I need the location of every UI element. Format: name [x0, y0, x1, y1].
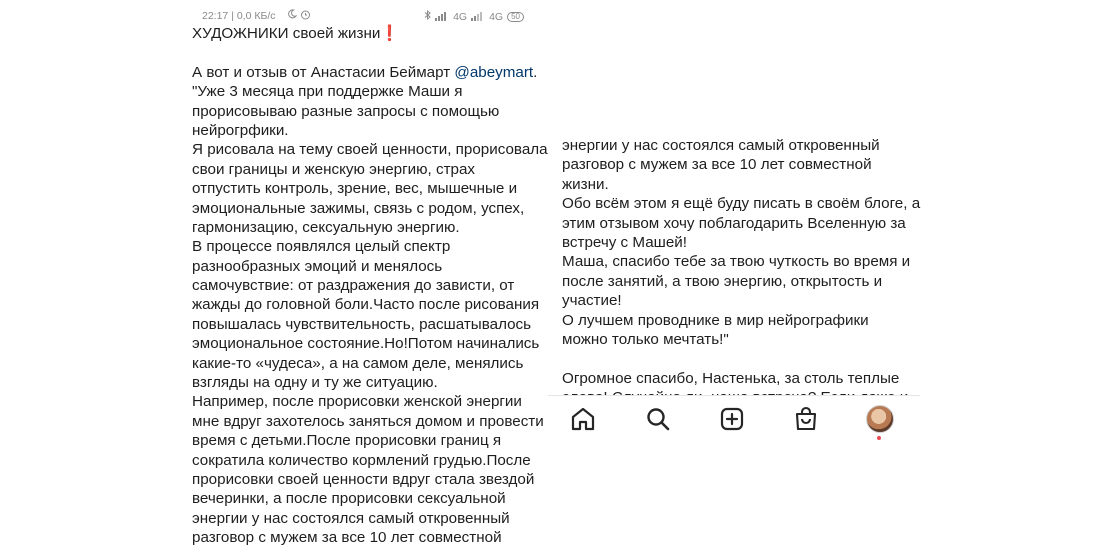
post-text-line: жажды до головной боли.Часто после рисования — [192, 296, 540, 314]
post-text-line: встречу с Машей! — [562, 233, 687, 251]
exclamation-emoji: ❗ — [380, 25, 400, 42]
post-text-line: прорисовки своей ценности вдруг стала звездой — [192, 470, 535, 488]
post-text-line: время с детьми.После прорисовки границ я — [192, 432, 502, 450]
notification-dot — [877, 436, 881, 440]
bottom-navigation — [548, 395, 920, 446]
post-text-line: В процессе появлялся целый спектр — [192, 238, 451, 256]
post-text-line: Обо всём этом я ещё буду писать в своём блоге, а — [562, 195, 921, 213]
profile-tab[interactable] — [866, 405, 894, 441]
post-text-line: самочувствие: от раздражения до зависти, от — [192, 277, 515, 295]
network-type-2: 4G — [489, 10, 504, 23]
home-icon[interactable] — [570, 406, 598, 434]
post-text-line: можно только мечтать!" — [562, 330, 729, 348]
avatar[interactable] — [866, 405, 894, 433]
status-time-speed: 22:17 | 0,0 КБ/с — [202, 10, 276, 22]
post-text-line: эмоциональные зажимы, связь с родом, успех, — [192, 199, 525, 217]
post-text-line: свои границы и женскую энергию, страх — [192, 160, 476, 178]
post-text-line: энергии у нас состоялся самый откровенный — [192, 509, 510, 527]
post-text-line: Например, после прорисовки женской энергии — [192, 393, 522, 411]
post-body-column-2 — [562, 136, 921, 407]
post-text-line: гармонизацию, сексуальную энергию. — [192, 218, 460, 236]
post-text-line: Я рисовала на тему своей ценности, прорисовала — [192, 141, 548, 159]
post-text-line: разнообразных эмоций и менялось — [192, 257, 443, 275]
post-text-line: сократила количество кормлений грудью.После — [192, 451, 531, 469]
mention-link[interactable]: @abeymart — [454, 63, 534, 81]
post-text-line: участие! — [562, 292, 622, 310]
post-text-line: прорисовываю разные запросы с помощью — [192, 102, 500, 120]
status-indicators — [424, 10, 524, 23]
post-text-line: разговор с мужем за все 10 лет совместной — [192, 529, 502, 547]
post-text-line: вечеринки, а после прорисовки сексуальной — [192, 490, 506, 508]
post-text-line: мне вдруг захотелось заняться домом и провести — [192, 412, 544, 430]
post-text-line: эмоциональное состояние.Но!Потом начинались — [192, 335, 540, 353]
bluetooth-icon — [424, 10, 431, 23]
moon-icon — [287, 9, 297, 22]
post-text-line: О лучшем проводнике в мир нейрографики — [562, 311, 869, 329]
post-text-line: после занятий, а твою энергию, открытость и — [562, 272, 883, 290]
spacer — [192, 43, 537, 62]
post-text-line: Маша, спасибо тебе за твою чуткость во время и — [562, 253, 911, 271]
post-text-line: взгляды на одну и ту же ситуацию. — [192, 374, 438, 392]
alarm-icon — [300, 9, 311, 23]
search-icon[interactable] — [645, 406, 673, 434]
network-type-1: 4G — [453, 10, 468, 23]
post-body-column-1 — [192, 82, 548, 547]
post-intro: А вот и отзыв от Анастасии Беймарт @abeymart. — [192, 63, 538, 81]
battery-icon: 50 — [507, 12, 524, 22]
status-bar — [182, 8, 532, 24]
post-text-line: жизни. — [562, 175, 609, 193]
post-text-line: этим отзывом хочу поблагодарить Вселенную за — [562, 214, 906, 232]
post-text-line: повышалась чувствительность, расшатывалось — [192, 315, 532, 333]
post-title: ХУДОЖНИКИ своей жизни❗ — [192, 25, 400, 42]
post-text-column-1 — [192, 24, 548, 547]
post-text-line: энергии у нас состоялся самый откровенный — [562, 137, 880, 154]
shop-icon[interactable] — [793, 406, 821, 434]
post-text-line: разговор с мужем за все 10 лет совместной — [562, 156, 872, 174]
new-post-icon[interactable] — [719, 406, 747, 434]
post-text-line: какие-то «чудеса», а на самом деле, менялись — [192, 354, 524, 372]
signal-icon — [435, 12, 449, 21]
post-text-column-2 — [562, 136, 921, 398]
post-text-line: Огромное спасибо, Настенька, за столь теплые — [562, 369, 900, 387]
post-text-line: нейрогрфики. — [192, 121, 289, 139]
signal-icon-2 — [471, 12, 485, 21]
post-text-line: "Уже 3 месяца при поддержке Маши я — [192, 83, 463, 101]
post-text-line — [562, 349, 907, 368]
post-text-line: отпустить контроль, зрение, вес, мышечные и — [192, 180, 518, 198]
